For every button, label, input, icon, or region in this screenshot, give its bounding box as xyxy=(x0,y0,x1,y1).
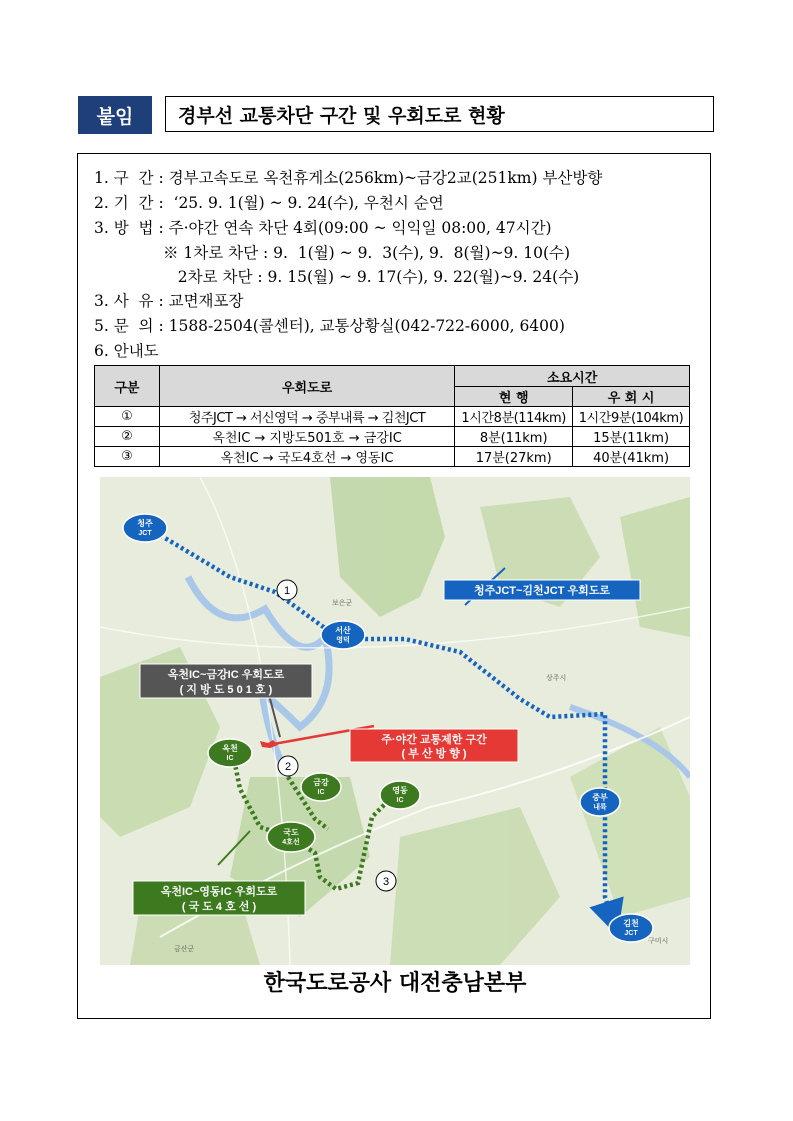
svg-text:옥천IC~금강IC 우회도로: 옥천IC~금강IC 우회도로 xyxy=(167,669,285,681)
info-line-contact: 5. 문 의 : 1588-2504(콜센터), 교통상황실(042-722-6000, 6400) xyxy=(94,317,565,335)
node-cheongju xyxy=(123,514,167,542)
node-geumgang xyxy=(301,773,341,801)
svg-text:중부: 중부 xyxy=(592,793,608,802)
row-route: 옥천IC → 지방도501호 → 금강IC xyxy=(159,427,454,447)
marker-3 xyxy=(376,871,396,891)
svg-text:서산: 서산 xyxy=(335,626,351,635)
info-line-lane2: 2차로 차단 : 9. 15(월) ~ 9. 17(수), 9. 22(월)~9. 24(수) xyxy=(94,268,580,286)
info-line-period: 2. 기 간 : ‘25. 9. 1(월) ~ 9. 24(수), 우천시 순연 xyxy=(94,194,444,212)
info-line-guide: 6. 안내도 xyxy=(94,342,159,360)
row-detour: 40분(41km) xyxy=(573,447,690,467)
svg-text:( 지 방 도 5 0 1 호 ): ( 지 방 도 5 0 1 호 ) xyxy=(179,684,273,696)
row-no: ① xyxy=(95,407,160,427)
node-gimcheon xyxy=(609,914,653,942)
svg-text:( 부 산 방 향 ): ( 부 산 방 향 ) xyxy=(401,748,467,760)
row-no: ③ xyxy=(95,447,160,467)
table-row xyxy=(95,427,690,447)
svg-text:청주JCT~김천JCT 우회도로: 청주JCT~김천JCT 우회도로 xyxy=(473,585,611,597)
node-jungbu xyxy=(580,788,620,816)
svg-text:금강: 금강 xyxy=(313,778,329,787)
svg-text:국도: 국도 xyxy=(283,828,299,837)
info-line-reason: 3. 사 유 : 교면재포장 xyxy=(94,292,244,310)
label-detour2 xyxy=(140,664,312,698)
node-gukdo xyxy=(267,822,315,852)
row-detour: 1시간9분(104km) xyxy=(573,407,690,427)
info-list xyxy=(94,166,602,364)
row-route: 옥천IC → 국도4호선 → 영동IC xyxy=(159,447,454,467)
content-box xyxy=(77,153,711,1019)
place-geumsan: 금산군 xyxy=(174,946,195,953)
svg-text:1: 1 xyxy=(283,585,291,597)
row-no: ② xyxy=(95,427,160,447)
col-header-detour: 우 회 시 xyxy=(573,387,690,407)
svg-text:( 국 도 4 호 선 ): ( 국 도 4 호 선 ) xyxy=(181,901,257,913)
marker-1 xyxy=(277,580,297,600)
svg-text:IC: IC xyxy=(317,789,325,796)
svg-text:옥천: 옥천 xyxy=(222,744,238,753)
attachment-badge: 붙임 xyxy=(78,96,152,134)
place-sangju: 상주시 xyxy=(546,675,567,682)
col-header-route: 우회도로 xyxy=(159,366,454,407)
row-current: 1시간8분(114km) xyxy=(455,407,573,427)
place-gumi: 구미시 xyxy=(648,938,669,945)
svg-text:청주: 청주 xyxy=(137,519,153,528)
label-detour3 xyxy=(133,881,305,915)
detour-table xyxy=(94,365,690,467)
svg-text:4호선: 4호선 xyxy=(282,839,300,846)
info-line-section: 1. 구 간 : 경부고속도로 옥천휴게소(256km)~금강2교(251km) 부산방향 xyxy=(94,169,603,187)
svg-text:JCT: JCT xyxy=(624,930,638,937)
label-detour1 xyxy=(444,580,640,600)
node-yeongdong xyxy=(380,781,420,809)
row-current: 8분(11km) xyxy=(455,427,573,447)
svg-text:옥천IC~영동IC 우회도로: 옥천IC~영동IC 우회도로 xyxy=(160,886,278,898)
svg-text:2: 2 xyxy=(284,761,292,773)
svg-text:내륙: 내륙 xyxy=(593,804,607,811)
col-header-no: 구분 xyxy=(95,366,160,407)
label-restrict xyxy=(350,729,518,762)
node-seosan xyxy=(321,621,365,649)
table-row xyxy=(95,407,690,427)
info-line-method: 3. 방 법 : 주·야간 연속 차단 4회(09:00 ~ 익익일 08:00, 47시간) xyxy=(94,219,552,237)
header xyxy=(78,96,716,134)
row-route: 청주JCT → 서신영덕 → 중부내륙 → 김천JCT xyxy=(159,407,454,427)
row-current: 17분(27km) xyxy=(455,447,573,467)
page-title: 경부선 교통차단 구간 및 우회도로 현황 xyxy=(165,96,714,132)
svg-text:영덕: 영덕 xyxy=(336,637,350,644)
route-map xyxy=(100,477,690,965)
col-header-time: 소요시간 xyxy=(455,366,690,387)
svg-text:IC: IC xyxy=(396,797,404,804)
table-row xyxy=(95,447,690,467)
route-map-svg xyxy=(100,477,690,965)
svg-text:3: 3 xyxy=(382,876,390,888)
svg-text:JCT: JCT xyxy=(138,530,152,537)
marker-2 xyxy=(278,756,298,776)
svg-text:주·야간 교통제한 구간: 주·야간 교통제한 구간 xyxy=(381,734,487,746)
row-detour: 15분(11km) xyxy=(573,427,690,447)
svg-text:김천: 김천 xyxy=(623,919,639,928)
node-okcheon xyxy=(208,739,252,767)
info-line-lane1: ※ 1차로 차단 : 9. 1(월) ~ 9. 3(수), 9. 8(월)~9. 10(수) xyxy=(94,244,571,262)
place-boeun: 보은군 xyxy=(332,600,353,607)
svg-text:IC: IC xyxy=(226,755,234,762)
footer-org: 한국도로공사 대전충남본부 xyxy=(263,971,527,996)
svg-text:영동: 영동 xyxy=(392,786,408,795)
col-header-current: 현 행 xyxy=(455,387,573,407)
